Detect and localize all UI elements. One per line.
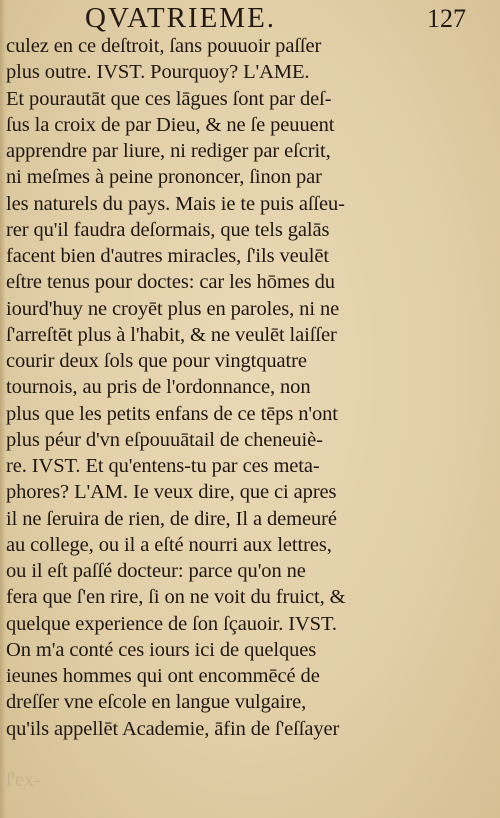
body-text	[6, 33, 416, 742]
text-line: quelque experience de ſon ſçauoir. IVST.	[6, 612, 337, 635]
text-line: ſus la croix de par Dieu, & ne ſe peuuent	[6, 113, 335, 136]
text-line: rer qu'il faudra deſormais, que tels galās	[6, 218, 330, 241]
page-number: 127	[427, 4, 466, 33]
text-line: ni meſmes à peine prononcer, ſinon par	[6, 166, 322, 189]
text-line: qu'ils appellēt Academie, āfin de ſ'eſſayer	[6, 717, 340, 740]
text-line: plus outre. IVST. Pourquoy? L'AME.	[6, 61, 310, 84]
text-line: courir deux ſols que pour vingtquatre	[6, 350, 307, 372]
text-line: tournois, au pris de l'ordonnance, non	[6, 376, 311, 399]
text-line: fera que ſ'en rire, ſi on ne voit du fruict, &	[6, 586, 346, 609]
text-line: il ne ſeruira de rien, de dire, Il a demeuré	[6, 507, 337, 530]
text-line: eſtre tenus pour doctes: car les hōmes du	[6, 271, 335, 294]
catchword: ſ'ex-	[6, 769, 41, 791]
text-line: facent bien d'autres miracles, ſ'ils veulēt	[6, 245, 329, 267]
text-line: culez en ce deſtroit, ſans pouuoir paſſer	[6, 35, 322, 57]
text-line: Et pourautāt que ces lāgues ſont par deſ-	[6, 87, 332, 110]
text-line: les naturels du pays. Mais ie te puis aſſeu-	[6, 192, 345, 215]
text-line: au college, ou il a eſté nourri aux lettres,	[6, 533, 332, 556]
text-line: apprendre par liure, ni rediger par eſcrit,	[6, 140, 331, 162]
text-line: plus que les petits enfans de ce tēps n'ont	[6, 402, 338, 425]
text-line: dreſſer vne eſcole en langue vulgaire,	[6, 691, 307, 714]
running-head: QVATRIEME.	[85, 2, 277, 34]
text-line: re. IVST. Et qu'entens-tu par ces meta-	[6, 455, 320, 477]
text-line: plus péur d'vn eſpouuātail de cheneuiè-	[6, 428, 323, 451]
text-line: iourd'huy ne croyēt plus en paroles, ni ne	[6, 297, 340, 320]
text-line: ou il eſt paſſé docteur: parce qu'on ne	[6, 560, 306, 582]
text-line: phores? L'AM. Ie veux dire, que ci apres	[6, 481, 337, 504]
text-line: ieunes hommes qui ont encommēcé de	[6, 665, 320, 687]
text-line: ſ'arreſtēt plus à l'habit, & ne veulēt laiſſer	[6, 323, 337, 346]
text-line: On m'a conté ces iours ici de quelques	[6, 638, 317, 661]
